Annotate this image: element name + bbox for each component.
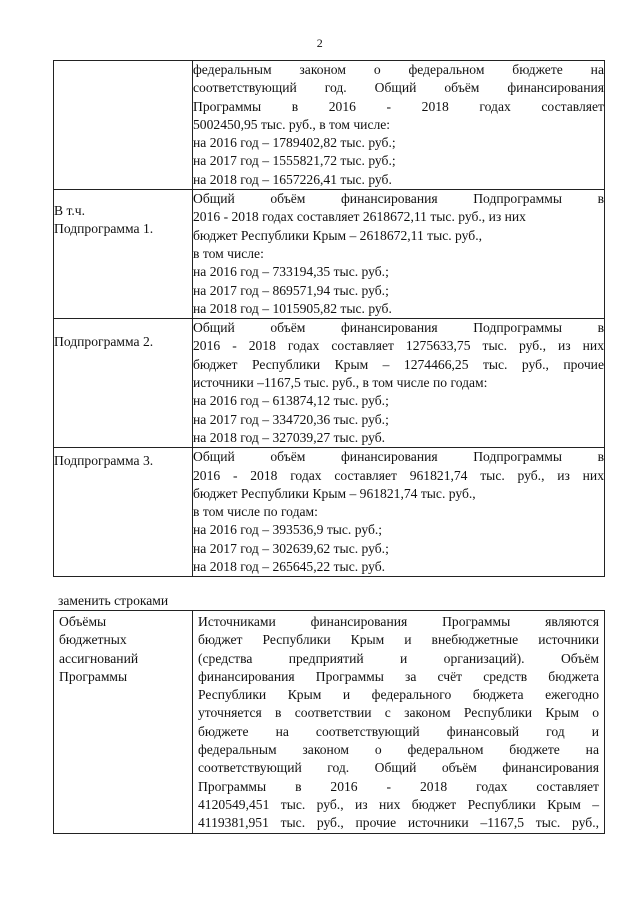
text-line: на 2018 год – 265645,22 тыс. руб. [193,559,386,575]
text-line: Общий объём финансирования Подпрограммы в [193,449,604,465]
text-line: уточняется в соответствии с законом Республики Крым о [198,705,599,721]
row-text-cell [193,61,605,190]
row-label: ассигнований [59,650,139,666]
text-line: соответствующий год. Общий объём финансирования [198,760,599,776]
text-line: Источниками финансирования Программы являются [198,614,599,629]
row-text-cell [193,319,605,448]
page-number: 2 [316,36,324,50]
table-row [54,319,605,448]
text-line: Программы в 2016 - 2018 годах составляет [198,778,599,794]
text-line: на 2016 год – 733194,35 тыс. руб.; [193,264,389,280]
row-label: Подпрограмма 3. [54,453,154,469]
text-line: бюджет Республики Крым – 2618672,11 тыс. руб., [193,227,482,243]
row-label-cell [54,190,193,319]
text-line: в том числе: [193,245,264,261]
row-label-cell [54,611,193,834]
text-line: на 2017 год – 869571,94 тыс. руб.; [193,282,389,298]
text-line: 4119381,951 тыс. руб., прочие источники –1167,5 тыс. руб., [198,815,599,831]
text-line: (средства предприятий и организаций). Объём [198,650,599,666]
row-label: Подпрограмма 2. [54,334,154,350]
text-line: источники –1167,5 тыс. руб., в том числе по годам: [193,375,488,391]
table-row [54,448,605,577]
text-line: 2016 - 2018 годах составляет 2618672,11 тыс. руб., из них [193,209,526,225]
row-label: Объёмы [59,614,107,629]
text-line: на 2016 год – 393536,9 тыс. руб.; [193,522,383,538]
text-line: бюджет Республики Крым – 1274466,25 тыс. руб., прочие [193,356,604,372]
row-label: бюджетных [59,632,127,648]
text-line: соответствующий год. Общий объём финансирования [193,80,604,96]
text-line: бюджет Республики Крым и внебюджетные источники [198,632,599,648]
table-row [54,190,605,319]
text-line: на 2018 год – 1657226,41 тыс. руб. [193,171,392,187]
text-line: финансирования Программы за счёт средств бюджета [198,668,599,684]
row-text-cell [193,190,605,319]
text-line: на 2017 год – 334720,36 тыс. руб.; [193,411,389,427]
row-text-cell [193,448,605,577]
row-label: В т.ч. [54,203,86,219]
text-line: на 2018 год – 1015905,82 тыс. руб. [193,300,392,316]
text-line: федеральным законом о федеральном бюджете на [193,62,604,77]
text-line: в том числе по годам: [193,504,318,520]
text-line: Общий объём финансирования Подпрограммы в [193,191,604,207]
funding-table [53,60,605,577]
text-line: на 2018 год – 327039,27 тыс. руб. [193,429,386,445]
row-text-cell [193,611,605,834]
text-line: 5002450,95 тыс. руб., в том числе: [193,116,391,132]
row-label-cell [54,61,193,190]
text-line: Республики Крым и федерального бюджета ежегодно [198,687,599,703]
text-line: 2016 - 2018 годах составляет 961821,74 тыс. руб., из них [193,467,604,483]
row-label: Подпрограмма 1. [54,221,154,237]
row-label: Программы [59,668,128,684]
text-line: федеральным законом о федеральном бюджете на [198,742,599,758]
text-line: Программы в 2016 - 2018 годах составляет [193,98,604,114]
text-line: бюджете на соответствующий финансовый год и [198,723,599,739]
text-line: бюджет Республики Крым – 961821,74 тыс. руб., [193,485,476,501]
text-line: на 2016 год – 1789402,82 тыс. руб.; [193,135,396,151]
table-row [54,61,605,190]
row-label-cell [54,448,193,577]
text-line: на 2017 год – 1555821,72 тыс. руб.; [193,153,396,169]
row-label-cell [54,319,193,448]
replacement-table [53,610,605,834]
table-row [54,611,605,834]
text-line: 4120549,451 тыс. руб., из них бюджет Республики Крым – [198,796,599,812]
text-line: Общий объём финансирования Подпрограммы в [193,320,604,336]
text-line: на 2016 год – 613874,12 тыс. руб.; [193,393,389,409]
text-line: 2016 - 2018 годах составляет 1275633,75 тыс. руб., из них [193,338,604,354]
replace-note: заменить строками [58,593,169,608]
text-line: на 2017 год – 302639,62 тыс. руб.; [193,540,389,556]
